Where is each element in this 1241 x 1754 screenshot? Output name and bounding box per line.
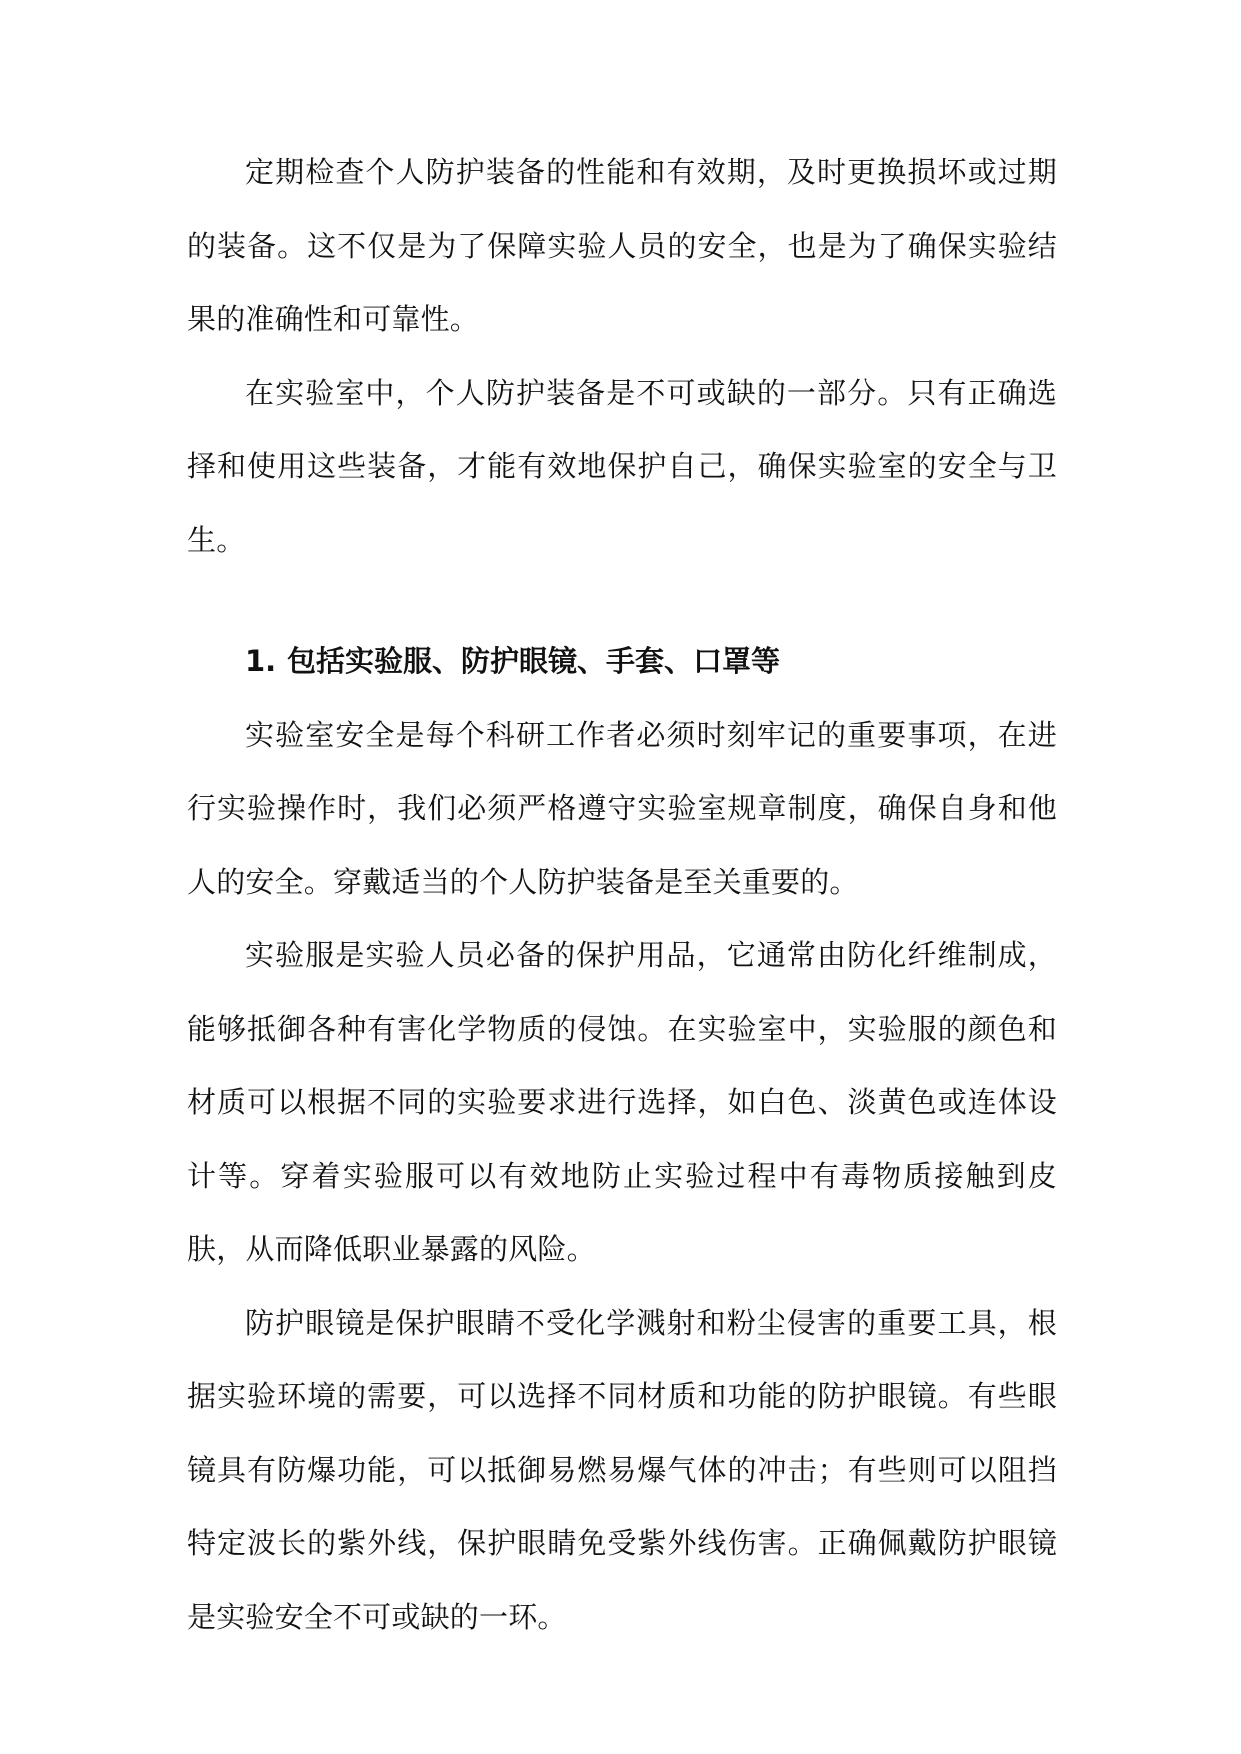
paragraph-importance: 在实验室中，个人防护装备是不可或缺的一部分。只有正确选择和使用这些装备，才能有效地保护自己，确保实验室的安全与卫生。 xyxy=(187,375,1057,557)
section-number: 1. xyxy=(245,644,277,678)
paragraph-lab-coat: 实验服是实验人员必备的保护用品，它通常由防化纤维制成，能够抵御各种有害化学物质的侵蚀。在实验室中，实验服的颜色和材质可以根据不同的实验要求进行选择，如白色、淡黄色或连体设计等。穿着实验服可以有效地防止实验过程中有毒物质接触到皮肤，从而降低职业暴露的风险。 xyxy=(187,938,1057,1266)
document-body xyxy=(187,136,1057,1654)
paragraph-lab-safety: 实验室安全是每个科研工作者必须时刻牢记的重要事项，在进行实验操作时，我们必须严格遵守实验室规章制度，确保自身和他人的安全。穿戴适当的个人防护装备是至关重要的。 xyxy=(187,717,1057,899)
paragraph-goggles: 防护眼镜是保护眼睛不受化学溅射和粉尘侵害的重要工具，根据实验环境的需要，可以选择不同材质和功能的防护眼镜。有些眼镜具有防爆功能，可以抵御易燃易爆气体的冲击；有些则可以阻挡特定波长的紫外线，保护眼睛免受紫外线伤害。正确佩戴防护眼镜是实验安全不可或缺的一环。 xyxy=(187,1305,1057,1634)
section-heading xyxy=(187,625,1057,699)
section-title: 包括实验服、防护眼镜、手套、口罩等 xyxy=(287,644,781,678)
spacer xyxy=(187,577,1057,625)
paragraph-inspection: 定期检查个人防护装备的性能和有效期，及时更换损坏或过期的装备。这不仅是为了保障实验人员的安全，也是为了确保实验结果的准确性和可靠性。 xyxy=(187,155,1057,336)
